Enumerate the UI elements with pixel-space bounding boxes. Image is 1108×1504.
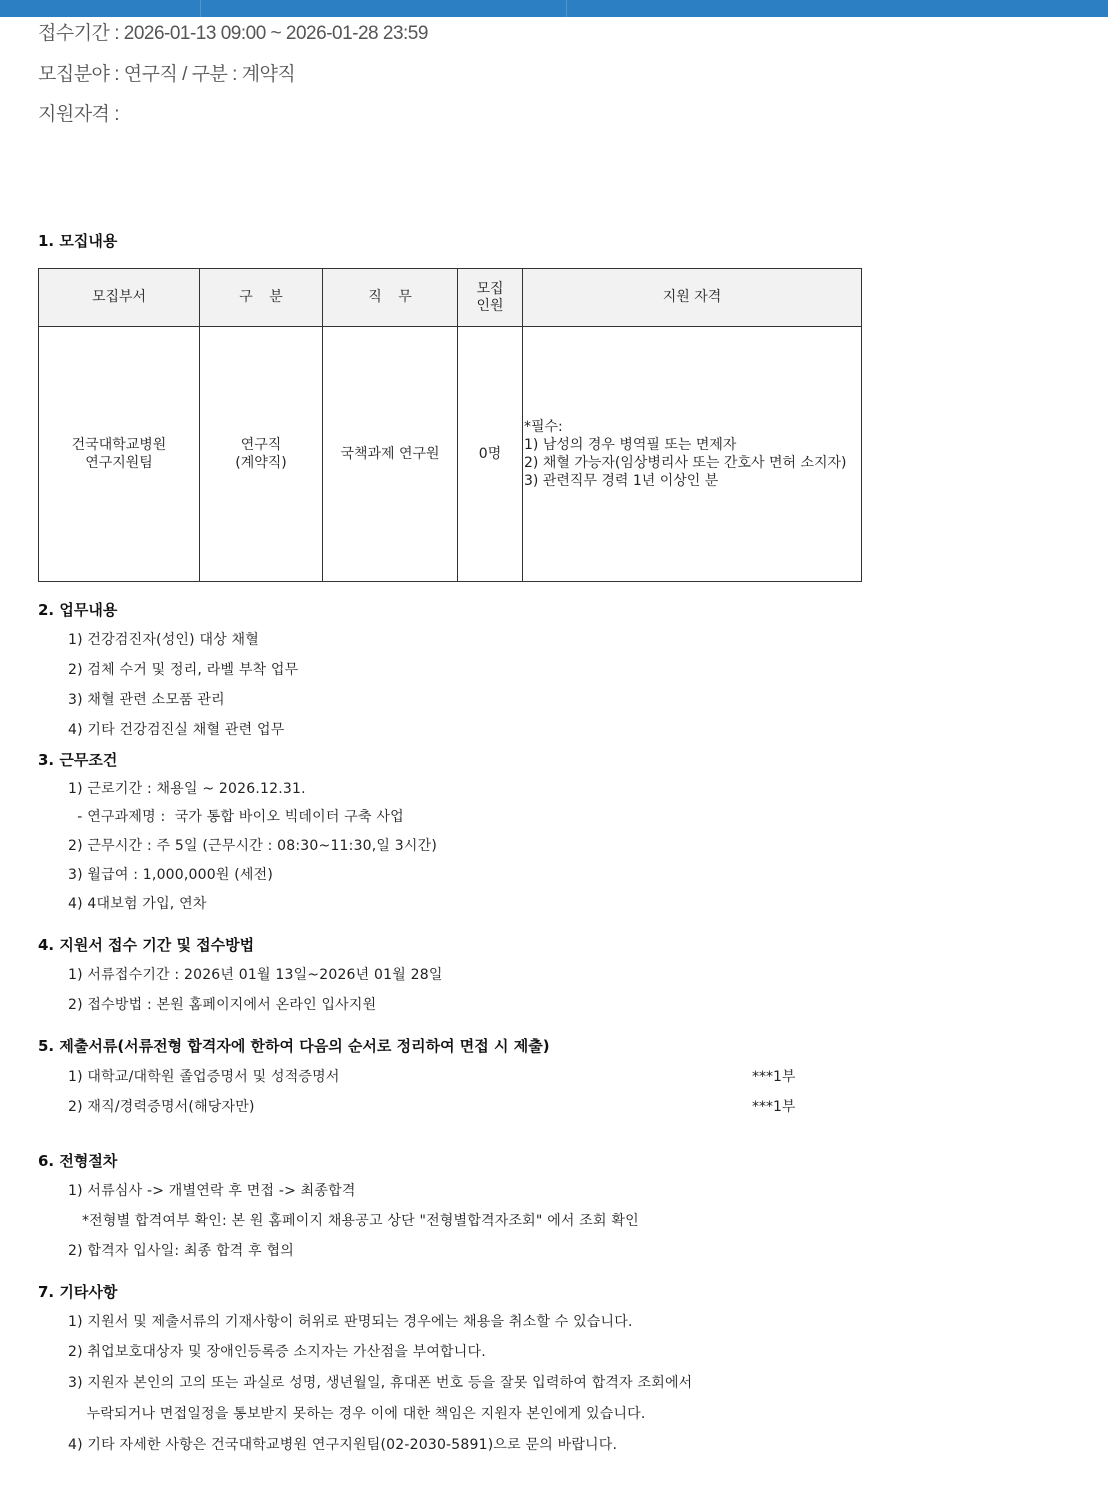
list-item: 1) 서류심사 -> 개별연락 후 면접 -> 최종합격 <box>68 1183 356 1199</box>
list-item: 4) 4대보험 가입, 연차 <box>68 896 207 912</box>
cell-type: 연구직 (계약직) <box>200 327 323 582</box>
table-header-row <box>39 269 862 327</box>
cell-dept: 건국대학교병원 연구지원팀 <box>39 327 200 582</box>
list-item: 1) 지원서 및 제출서류의 기재사항이 허위로 판명되는 경우에는 채용을 취소할 수 있습니다. <box>68 1314 633 1330</box>
section-6-title: 6. 전형절차 <box>38 1152 118 1170</box>
cell-qualification: *필수: 1) 남성의 경우 병역필 또는 면제자 2) 채혈 가능자(임상병리사 또는 간호사 면허 소지자) 3) 관련직무 경력 1년 이상인 분 <box>523 327 862 582</box>
copy-count: ***1부 <box>752 1099 796 1115</box>
col-count: 모집 인원 <box>458 269 523 327</box>
col-job: 직 무 <box>323 269 458 327</box>
copy-count: ***1부 <box>752 1069 796 1085</box>
cell-job: 국책과제 연구원 <box>323 327 458 582</box>
list-item: 1) 대학교/대학원 졸업증명서 및 성적증명서 <box>68 1069 340 1085</box>
col-dept: 모집부서 <box>39 269 200 327</box>
list-item: 2) 접수방법 : 본원 홈페이지에서 온라인 입사지원 <box>68 997 377 1013</box>
list-item: 4) 기타 건강검진실 채혈 관련 업무 <box>68 722 285 738</box>
top-bar-divider <box>200 0 201 17</box>
section-3-title: 3. 근무조건 <box>38 751 118 769</box>
list-item: 누락되거나 면접일정을 통보받지 못하는 경우 이에 대한 책임은 지원자 본인에게 있습니다. <box>68 1406 646 1422</box>
list-item: 3) 월급여 : 1,000,000원 (세전) <box>68 867 274 883</box>
qualification-label: 지원자격 : <box>38 104 119 125</box>
list-item: *전형별 합격여부 확인: 본 원 홈페이지 채용공고 상단 "전형별합격자조회" 에서 조회 확인 <box>68 1213 639 1229</box>
list-item: 2) 합격자 입사일: 최종 합격 후 협의 <box>68 1243 294 1259</box>
list-item: 1) 근로기간 : 채용일 ~ 2026.12.31. <box>68 781 306 797</box>
list-item: 1) 건강검진자(성인) 대상 채혈 <box>68 632 260 648</box>
section-2-title: 2. 업무내용 <box>38 601 118 619</box>
section-1-title: 1. 모집내용 <box>38 232 118 250</box>
section-4-title: 4. 지원서 접수 기간 및 접수방법 <box>38 936 255 954</box>
list-item: 2) 근무시간 : 주 5일 (근무시간 : 08:30~11:30,일 3시간) <box>68 838 438 854</box>
application-period: 접수기간 : 2026-01-13 09:00 ~ 2026-01-28 23:59 <box>38 23 428 44</box>
col-type: 구 분 <box>200 269 323 327</box>
table-row <box>39 327 862 582</box>
top-bar <box>0 0 1108 17</box>
section-7-title: 7. 기타사항 <box>38 1283 118 1301</box>
cell-count: 0명 <box>458 327 523 582</box>
list-item: 2) 재직/경력증명서(해당자만) <box>68 1099 255 1115</box>
list-item: 3) 채혈 관련 소모품 관리 <box>68 692 225 708</box>
recruit-field: 모집분야 : 연구직 / 구분 : 계약직 <box>38 64 296 85</box>
list-item: 2) 검체 수거 및 정리, 라벨 부착 업무 <box>68 662 299 678</box>
list-item: 1) 서류접수기간 : 2026년 01월 13일~2026년 01월 28일 <box>68 967 443 983</box>
recruitment-table <box>38 268 862 582</box>
list-item: 4) 기타 자세한 사항은 건국대학교병원 연구지원팀(02-2030-5891)으로 문의 바랍니다. <box>68 1437 618 1453</box>
top-bar-divider <box>566 0 567 17</box>
list-item: - 연구과제명 : 국가 통합 바이오 빅데이터 구축 사업 <box>68 809 404 825</box>
list-item: 2) 취업보호대상자 및 장애인등록증 소지자는 가산점을 부여합니다. <box>68 1344 486 1360</box>
col-qualification: 지원 자격 <box>523 269 862 327</box>
section-5-title: 5. 제출서류(서류전형 합격자에 한하여 다음의 순서로 정리하여 면접 시 제출) <box>38 1037 550 1055</box>
list-item: 3) 지원자 본인의 고의 또는 과실로 성명, 생년월일, 휴대폰 번호 등을 잘못 입력하여 합격자 조회에서 <box>68 1375 693 1391</box>
